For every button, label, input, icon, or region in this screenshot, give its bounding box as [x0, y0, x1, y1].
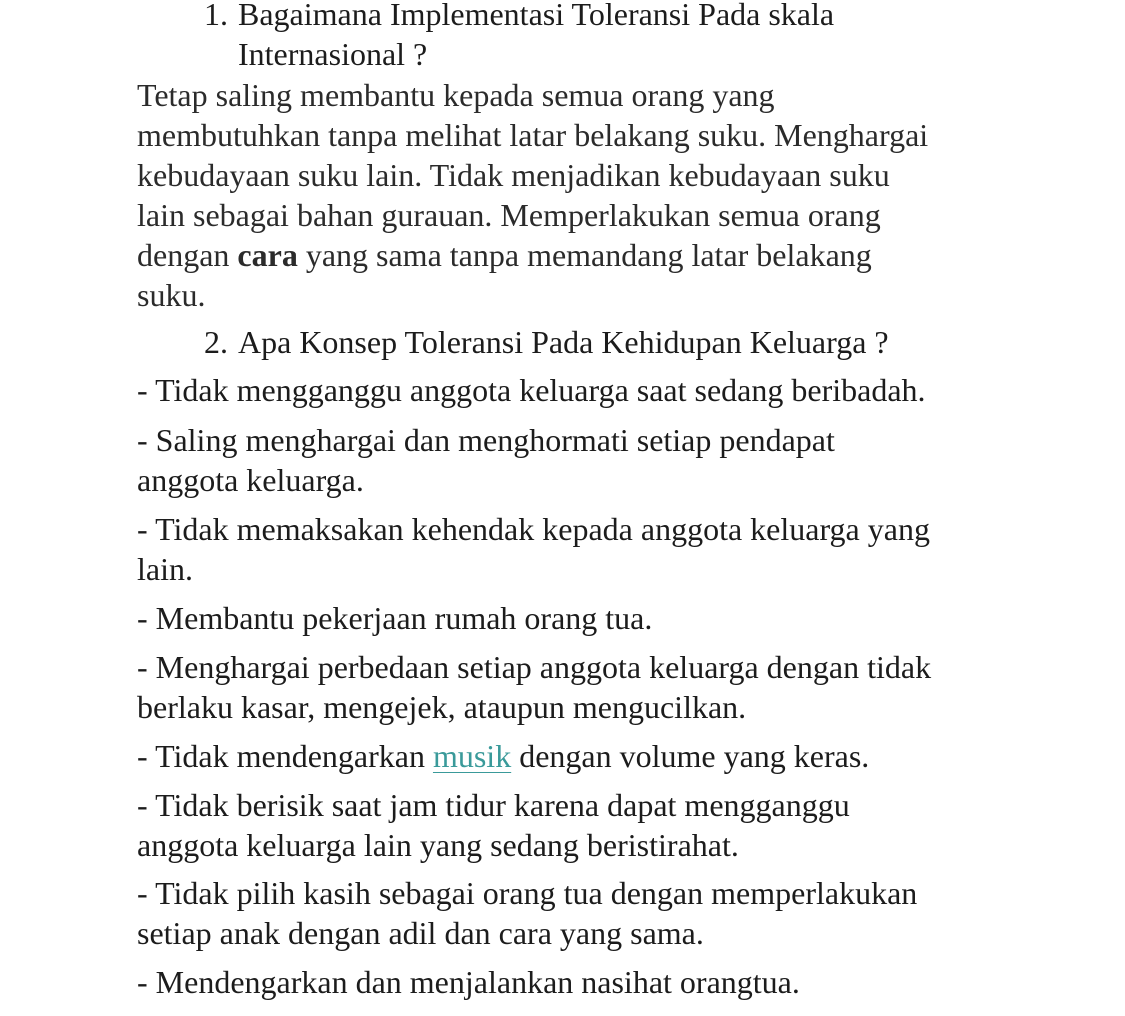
list-item-line: - Menghargai perbedaan setiap anggota keluarga dengan tidak	[137, 649, 932, 685]
answer-1-line: suku.	[137, 277, 206, 313]
answer-1-line	[137, 235, 1017, 275]
list-item-music	[137, 736, 1017, 776]
list-item-line: setiap anak dengan adil dan cara yang sama.	[137, 915, 704, 951]
list-item-line: - Tidak mengganggu anggota keluarga saat sedang beribadah.	[137, 372, 926, 408]
bold-word: cara	[237, 237, 298, 273]
list-item-line: - Tidak memaksakan kehendak kepada anggota keluarga yang	[137, 511, 930, 547]
list-item-text: dengan volume yang keras.	[511, 738, 870, 774]
answer-1-text: dengan	[137, 237, 238, 273]
list-item-line: - Membantu pekerjaan rumah orang tua.	[137, 600, 653, 636]
list-item-line: - Tidak berisik saat jam tidur karena dapat mengganggu	[137, 787, 850, 823]
answer-1-line: lain sebagai bahan gurauan. Memperlakukan semua orang	[137, 197, 881, 233]
list-item-line: lain.	[137, 551, 193, 587]
list-item-line	[137, 736, 1017, 776]
answer-1-text: yang sama tanpa memandang latar belakang	[297, 237, 872, 273]
list-item	[137, 647, 1017, 727]
list-item	[137, 420, 1017, 500]
answer-1-line: kebudayaan suku lain. Tidak menjadikan kebudayaan suku	[137, 157, 890, 193]
list-item-line: - Saling menghargai dan menghormati setiap pendapat	[137, 422, 835, 458]
list-item-line: anggota keluarga.	[137, 462, 364, 498]
list-item-line: - Tidak pilih kasih sebagai orang tua dengan memperlakukan	[137, 875, 918, 911]
answer-1-paragraph	[137, 75, 1017, 315]
question-1-number: 1.	[204, 0, 228, 32]
question-1-line-1: Bagaimana Implementasi Toleransi Pada skala	[238, 0, 835, 32]
list-item-line: berlaku kasar, mengejek, ataupun mengucilkan.	[137, 689, 747, 725]
list-item	[137, 785, 1017, 865]
question-1	[204, 0, 964, 74]
list-item-text: - Tidak mendengarkan	[137, 738, 433, 774]
list-item	[137, 509, 1017, 589]
music-link[interactable]: musik	[432, 738, 512, 774]
question-2-text: Apa Konsep Toleransi Pada Kehidupan Keluarga ?	[238, 324, 889, 360]
list-item	[137, 370, 1017, 410]
answer-1-line: membutuhkan tanpa melihat latar belakang suku. Menghargai	[137, 117, 929, 153]
question-1-line-2: Internasional ?	[238, 36, 428, 72]
list-item	[137, 962, 1017, 1002]
list-item-line: anggota keluarga lain yang sedang beristirahat.	[137, 827, 739, 863]
list-item-line: - Mendengarkan dan menjalankan nasihat orangtua.	[137, 964, 800, 1000]
question-2	[204, 322, 964, 362]
list-item	[137, 873, 1017, 953]
answer-1-line: Tetap saling membantu kepada semua orang yang	[137, 77, 775, 113]
list-item	[137, 598, 1017, 638]
question-2-number: 2.	[204, 324, 228, 360]
